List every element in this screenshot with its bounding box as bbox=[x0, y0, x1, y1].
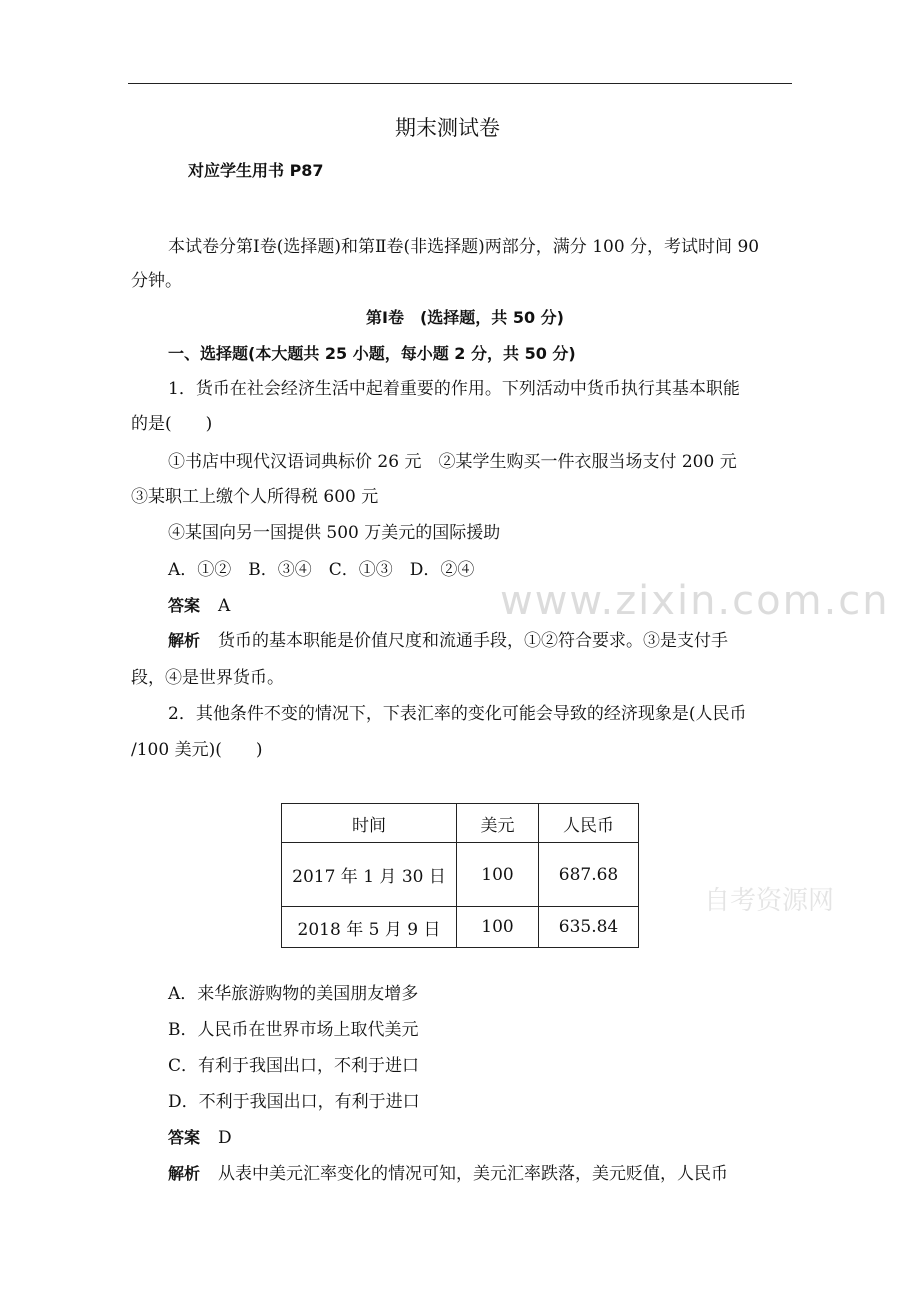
q2-answer-label: 答案 bbox=[168, 1128, 201, 1147]
table-cell-rmb: 635.84 bbox=[539, 907, 639, 948]
q2-option-c: C．有利于我国出口，不利于进口 bbox=[168, 1056, 420, 1076]
watermark: www.zixin.com.cn bbox=[500, 578, 890, 624]
header-rule bbox=[128, 83, 792, 84]
q1-stem-line-1: 1．货币在社会经济生活中起着重要的作用。下列活动中货币执行其基本职能 bbox=[168, 379, 740, 399]
table-header-row bbox=[282, 804, 639, 843]
q1-items-line-1: ①书店中现代汉语词典标价 26 元 ②某学生购买一件衣服当场支付 200 元 bbox=[168, 452, 737, 472]
table-header-time: 时间 bbox=[282, 804, 457, 843]
q2-answer-value: D bbox=[218, 1128, 232, 1148]
section-heading: 第Ⅰ卷 (选择题，共 50 分) bbox=[366, 308, 564, 327]
q2-analysis bbox=[168, 1163, 728, 1185]
q2-answer bbox=[168, 1127, 232, 1149]
table-cell-rmb: 687.68 bbox=[539, 843, 639, 907]
q2-stem-line-2: /100 美元)( ) bbox=[131, 740, 263, 760]
part-title: 一、选择题(本大题共 25 小题，每小题 2 分，共 50 分) bbox=[168, 344, 576, 363]
q2-stem-line-1: 2．其他条件不变的情况下，下表汇率的变化可能会导致的经济现象是(人民币 bbox=[168, 704, 747, 724]
q1-answer-label: 答案 bbox=[168, 596, 201, 615]
table-row bbox=[282, 907, 639, 948]
q1-analysis bbox=[168, 630, 728, 652]
q1-analysis-line-1: 货币的基本职能是价值尺度和流通手段，①②符合要求。③是支付手 bbox=[218, 631, 729, 651]
table-header-rmb: 人民币 bbox=[539, 804, 639, 843]
table-cell-date: 2018 年 5 月 9 日 bbox=[282, 907, 457, 948]
q2-analysis-label: 解析 bbox=[168, 1164, 201, 1183]
q1-answer-value: A bbox=[218, 596, 231, 616]
table-cell-usd: 100 bbox=[457, 843, 539, 907]
q2-analysis-line-1: 从表中美元汇率变化的情况可知，美元汇率跌落，美元贬值，人民币 bbox=[218, 1164, 729, 1184]
q1-options: A．①② B．③④ C．①③ D．②④ bbox=[168, 560, 475, 580]
q2-option-a: A．来华旅游购物的美国朋友增多 bbox=[168, 984, 419, 1004]
table-cell-usd: 100 bbox=[457, 907, 539, 948]
page-title: 期末测试卷 bbox=[395, 116, 500, 140]
q1-analysis-label: 解析 bbox=[168, 631, 201, 650]
q1-answer bbox=[168, 595, 230, 617]
intro-line-2: 分钟。 bbox=[131, 271, 182, 291]
q2-option-b: B．人民币在世界市场上取代美元 bbox=[168, 1020, 419, 1040]
q1-stem-line-2: 的是( ) bbox=[131, 414, 213, 434]
book-reference: 对应学生用书 P87 bbox=[188, 161, 324, 180]
intro-line-1: 本试卷分第Ⅰ卷(选择题)和第Ⅱ卷(非选择题)两部分，满分 100 分，考试时间 90 bbox=[168, 237, 760, 257]
q1-analysis-line-2: 段，④是世界货币。 bbox=[131, 668, 284, 688]
q2-option-d: D．不利于我国出口，有利于进口 bbox=[168, 1092, 420, 1112]
table-row bbox=[282, 843, 639, 907]
table-header-usd: 美元 bbox=[457, 804, 539, 843]
exchange-rate-table bbox=[281, 803, 639, 948]
q1-items-line-3: ④某国向另一国提供 500 万美元的国际援助 bbox=[168, 523, 501, 543]
table-cell-date: 2017 年 1 月 30 日 bbox=[282, 843, 457, 907]
q1-items-line-2: ③某职工上缴个人所得税 600 元 bbox=[131, 487, 379, 507]
watermark-secondary: 自考资源网 bbox=[704, 886, 835, 916]
